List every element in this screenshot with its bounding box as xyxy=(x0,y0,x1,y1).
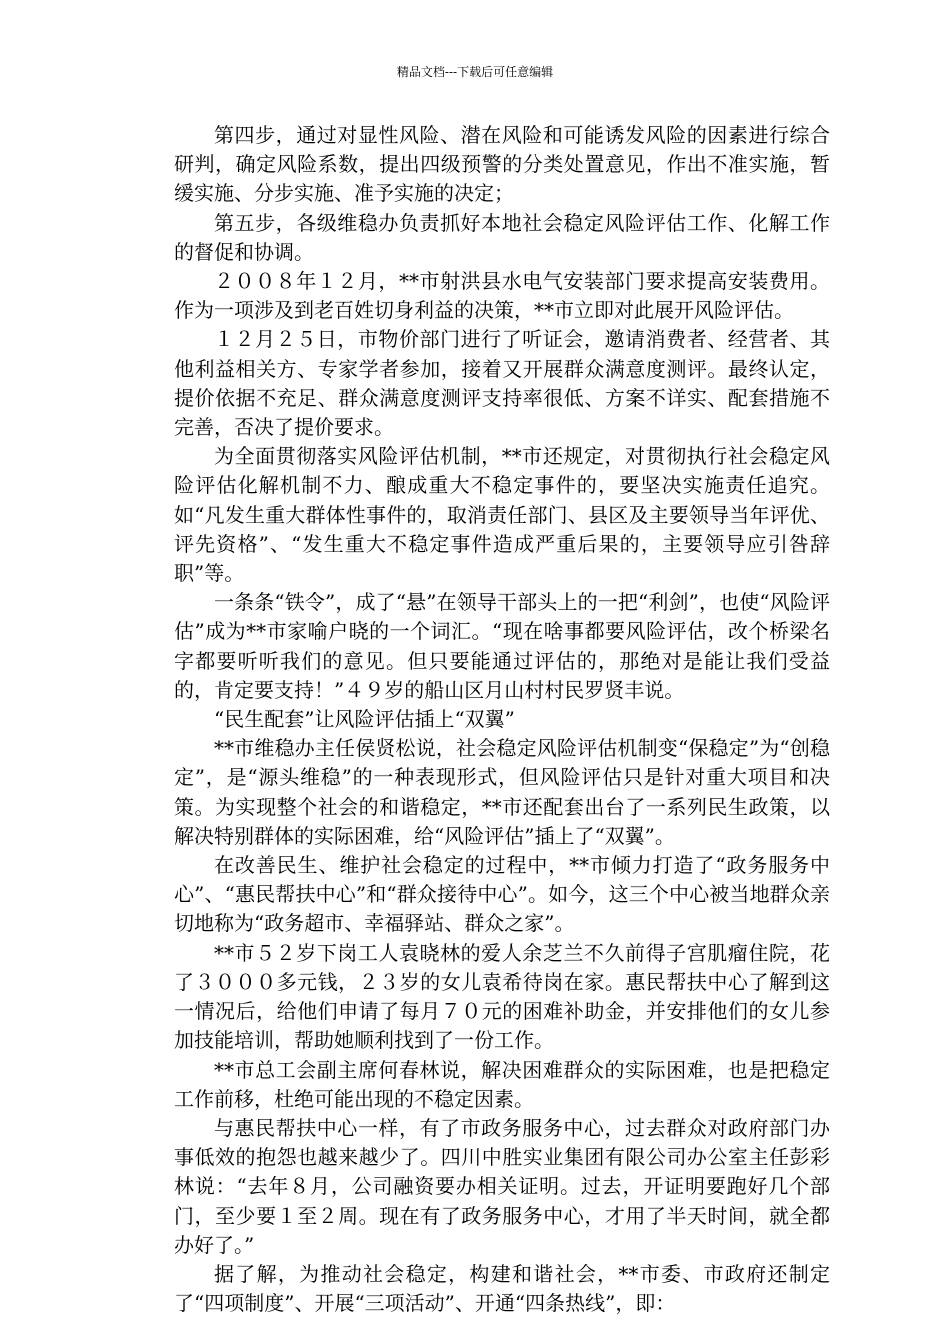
page-header: 精品文档---下载后可任意编辑 xyxy=(396,65,554,79)
paragraph-hearing: １２月２５日，市物价部门进行了听证会，邀请消费者、经营者、其他利益相关方、专家学者参加，接着又开展群众满意度测评。最终认定，提价依据不充足、群众满意度测评支持率很低、方案不详实、配套措施不完善，否决了提价要求。 xyxy=(174,327,830,440)
paragraph-union-vice-chair: **市总工会副主席何春林说，解决困难群众的实际困难，也是把稳定工作前移，杜绝可能出现的不稳定因素。 xyxy=(174,1057,830,1111)
paragraph-stability-office: **市维稳办主任侯贤松说，社会稳定风险评估机制变“保稳定”为“创稳定”，是“源头维稳”的一种表现形式，但风险评估只是针对重大项目和决策。为实现整个社会的和谐稳定，**市还配套出台了一系列民生政策，以解决特别群体的实际困难，给“风险评估”插上了“双翼”。 xyxy=(174,736,830,848)
document-body xyxy=(174,121,830,1318)
section-heading: “民生配套”让风险评估插上“双翼” xyxy=(214,707,515,732)
paragraph-iron-orders: 一条条“铁令”，成了“悬”在领导干部头上的一把“利剑”，也使“风险评估”成为**市家喻户晓的一个词汇。“现在啥事都要风险评估，改个桥梁名字都要听听我们的意见。但只要能通过评估的，那绝对是能让我们受益的，肯定要支持！”４９岁的船山区月山村村民罗贤丰说。 xyxy=(174,590,830,702)
paragraph-laid-off-worker: **市５２岁下岗工人袁晓林的爱人余芝兰不久前得子宫肌瘤住院，花了３０００多元钱，２３岁的女儿袁希待岗在家。惠民帮扶中心了解到这一情况后，给他们申请了每月７０元的困难补助金，并安排他们的女儿参加技能培训，帮助她顺利找到了一份工作。 xyxy=(174,940,830,1053)
paragraph-step-four: 第四步，通过对显性风险、潜在风险和可能诱发风险的因素进行综合研判，确定风险系数，提出四级预警的分类处置意见，作出不准实施，暂缓实施、分步实施、准予实施的决定； xyxy=(174,123,830,206)
paragraph-three-centers: 在改善民生、维护社会稳定的过程中，**市倾力打造了“政务服务中心”、“惠民帮扶中心”和“群众接待中心”。如今，这三个中心被当地群众亲切地称为“政务超市、幸福驿站、群众之家”。 xyxy=(174,853,830,936)
paragraph-service-center: 与惠民帮扶中心一样，有了市政务服务中心，过去群众对政府部门办事低效的抱怨也越来越少了。四川中胜实业集团有限公司办公室主任彭彩林说：“去年８月，公司融资要办相关证明。过去，开证明要跑好几个部门，至少要１至２周。现在有了政务服务中心，才用了半天时间，就全都办好了。” xyxy=(174,1115,830,1257)
paragraph-2008-case: ２００８年１２月，**市射洪县水电气安装部门要求提高安装费用。作为一项涉及到老百姓切身利益的决策，**市立即对此展开风险评估。 xyxy=(174,269,830,323)
paragraph-accountability: 为全面贯彻落实风险评估机制，**市还规定，对贯彻执行社会稳定风险评估化解机制不力、酿成重大不稳定事件的，要坚决实施责任追究。如“凡发生重大群体性事件的，取消责任部门、县区及主要领导当年评优、评先资格”、“发生重大不稳定事件造成严重后果的，主要领导应引咎辞职”等。 xyxy=(174,444,830,586)
paragraph-step-five: 第五步，各级维稳办负责抓好本地社会稳定风险评估工作、化解工作的督促和协调。 xyxy=(174,210,830,264)
paragraph-four-systems: 据了解，为推动社会稳定，构建和谐社会，**市委、市政府还制定了“四项制度”、开展“三项活动”、开通“四条热线”，即： xyxy=(174,1261,830,1316)
